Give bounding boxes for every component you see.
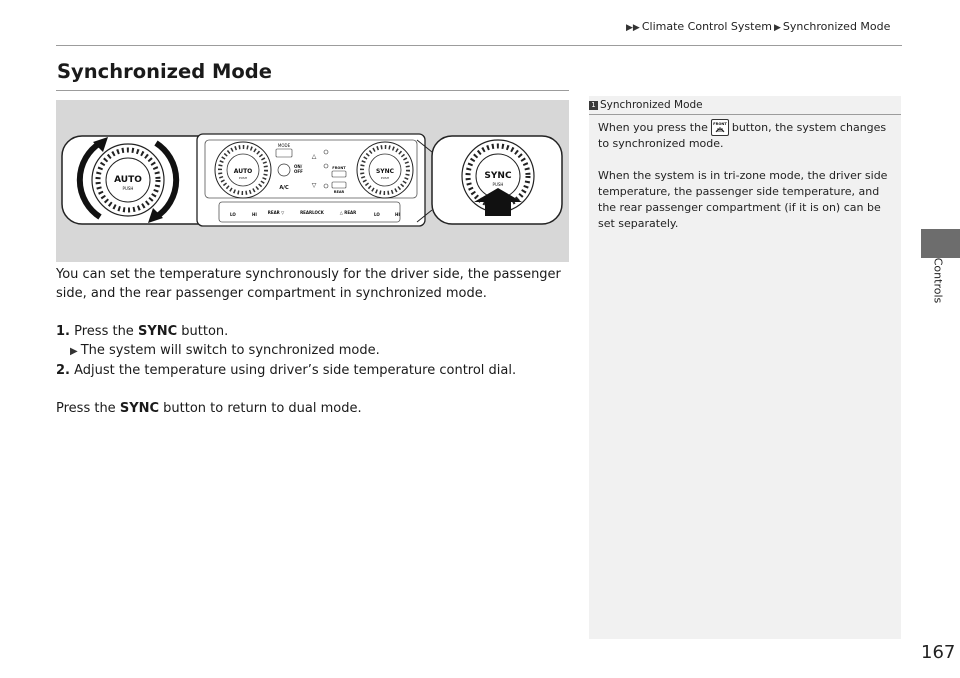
- page-title: Synchronized Mode: [57, 60, 272, 83]
- panel-auto-label: AUTO: [233, 168, 253, 175]
- svg-text:△: △: [311, 153, 317, 160]
- instructions: [56, 265, 576, 418]
- section-tab-label: Controls: [931, 257, 945, 304]
- rear-defrost-icon: [332, 182, 346, 188]
- auto-dial-label: AUTO: [114, 175, 142, 185]
- climate-control-figure: [56, 100, 569, 262]
- sync-key: SYNC: [119, 401, 160, 416]
- svg-text:REARLOCK: REARLOCK: [300, 210, 324, 215]
- svg-text:PUSH: PUSH: [380, 176, 390, 180]
- svg-text:REAR: REAR: [333, 190, 345, 194]
- front-button-label: FRONT: [712, 122, 727, 126]
- outro-paragraph: Press the SYNC button to return to dual mode.: [56, 401, 362, 416]
- note-number-icon: 1: [589, 101, 598, 110]
- note-divider: [589, 114, 901, 115]
- svg-text:OFF: OFF: [294, 169, 303, 174]
- auto-dial-icon: [80, 137, 176, 223]
- svg-text:LO: LO: [374, 212, 380, 217]
- note-title: Synchronized Mode: [600, 99, 703, 111]
- title-divider: [56, 90, 569, 91]
- svg-text:ON/: ON/: [294, 164, 303, 169]
- header-divider: [56, 45, 902, 46]
- svg-text:MODE: MODE: [277, 143, 291, 148]
- auto-dial-sub: PUSH: [122, 186, 134, 191]
- page-number: 167: [921, 642, 956, 663]
- climate-control-panel: [197, 134, 425, 226]
- svg-text:HI: HI: [395, 212, 400, 217]
- sync-dial-label: SYNC: [484, 171, 512, 181]
- svg-text:PUSH: PUSH: [238, 176, 248, 180]
- svg-text:▽: ▽: [311, 182, 317, 189]
- note-heading: [589, 99, 703, 111]
- step-1: 1. Press the SYNC button.: [56, 324, 229, 339]
- note-paragraph-2: When the system is in tri-zone mode, the driver side temperature, the passenger side temperature, and the rear passenger compartment (if it is on) can be set separately.: [598, 169, 888, 230]
- result-arrow-icon: ▶: [70, 346, 78, 357]
- svg-text:REAR ▽: REAR ▽: [267, 210, 285, 215]
- note-paragraph-1: When you press the FRONT button, the system changes to synchronized mode.: [598, 121, 887, 150]
- arrow-icon: ▶: [773, 23, 781, 33]
- breadcrumb-item: Climate Control System: [641, 20, 772, 33]
- svg-text:A/C: A/C: [279, 185, 289, 191]
- breadcrumb: [624, 20, 890, 33]
- svg-text:△ REAR: △ REAR: [339, 210, 357, 215]
- breadcrumb-item: Synchronized Mode: [782, 20, 891, 33]
- panel-sync-label: SYNC: [375, 168, 395, 175]
- step-2: 2. Adjust the temperature using driver’s side temperature control dial.: [56, 363, 517, 378]
- svg-text:LO: LO: [230, 212, 236, 217]
- svg-text:HI: HI: [252, 212, 257, 217]
- step-1-result: ▶ The system will switch to synchronized mode.: [70, 343, 380, 358]
- front-defrost-icon: [332, 171, 346, 177]
- intro-paragraph: You can set the temperature synchronously for the driver side, the passenger side, and the rear passenger compartment in synchronized mode.: [56, 267, 561, 301]
- front-defrost-button-icon: [711, 119, 729, 136]
- fan-icon: [278, 164, 290, 176]
- note-body: [598, 119, 894, 232]
- double-arrow-icon: ▶▶: [626, 23, 640, 33]
- sync-key: SYNC: [137, 324, 178, 339]
- sync-dial-sub: PUSH: [492, 182, 504, 187]
- svg-text:FRONT: FRONT: [332, 166, 346, 170]
